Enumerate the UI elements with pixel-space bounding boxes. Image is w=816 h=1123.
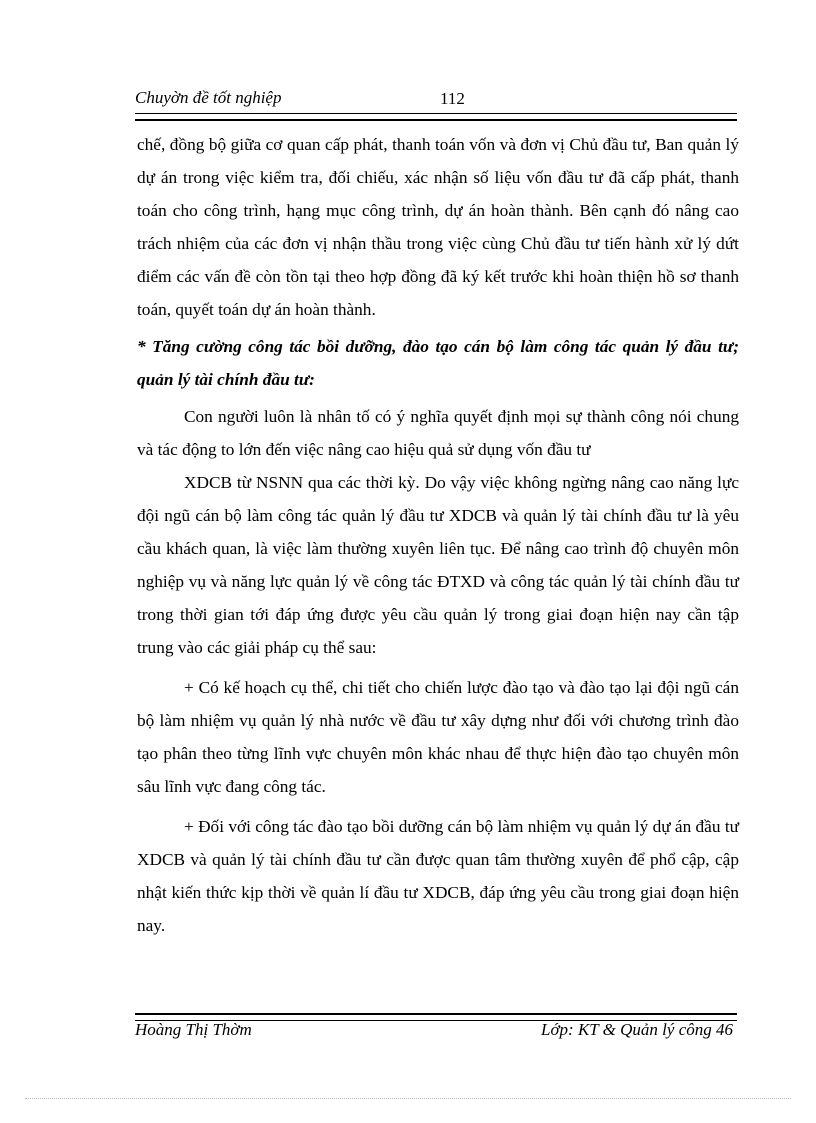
paragraph-main: XDCB từ NSNN qua các thời kỳ. Do vậy việc không ngừng nâng cao năng lực đội ngũ cán bộ làm công tác quản lý đầu tư XDCB và quản lý tài chính đầu tư là yêu cầu khách quan, là việc làm thường xuyên liên tục. Để nâng cao trình độ chuyên môn nghiệp vụ và năng lực quản lý về công tác ĐTXD và công tác quản lý tài chính đầu tư trong thời gian tới đáp ứng được yêu cầu quản lý trong giai đoạn hiện nay cần tập trung vào các giải pháp cụ thể sau: bbox=[137, 473, 739, 657]
page-footer bbox=[135, 1020, 737, 1044]
footer-class: Lớp: KT & Quản lý công 46 bbox=[541, 1020, 733, 1039]
header-title: Chuyờn đề tốt nghiệp bbox=[135, 88, 282, 107]
paragraph-intro: Con người luôn là nhân tố có ý nghĩa quyết định mọi sự thành công nói chung và tác động to lớn đến việc nâng cao hiệu quả sử dụng vốn đầu tư bbox=[137, 407, 739, 459]
paragraph-bullet-1: + Có kế hoạch cụ thể, chi tiết cho chiến lược đào tạo và đào tạo lại đội ngũ cán bộ làm nhiệm vụ quản lý nhà nước về đầu tư xây dựng như đối với chương trình đào tạo phân theo từng lĩnh vực chuyên môn khác nhau để thực hiện đào tạo chuyên môn sâu lĩnh vực đang công tác. bbox=[137, 678, 739, 796]
page-boundary-line bbox=[25, 1098, 791, 1099]
paragraph-continuation: chế, đồng bộ giữa cơ quan cấp phát, thanh toán vốn và đơn vị Chủ đầu tư, Ban quản lý dự án trong việc kiểm tra, đối chiếu, xác nhận số liệu vốn đầu tư đã cấp phát, thanh toán cho công trình, hạng mục công trình, dự án hoàn thành. Bên cạnh đó nâng cao trách nhiệm của các đơn vị nhận thầu trong việc cùng Chủ đầu tư tiến hành xử lý dứt điểm các vấn đề còn tồn tại theo hợp đồng đã ký kết trước khi hoàn thiện hồ sơ thanh toán, quyết toán dự án hoàn thành. bbox=[137, 135, 739, 319]
paragraph-bullet-2: + Đối với công tác đào tạo bồi dưỡng cán bộ làm nhiệm vụ quản lý dự án đầu tư XDCB và quản lý tài chính đầu tư cần được quan tâm thường xuyên để phổ cập, cập nhật kiến thức kịp thời về quản lí đầu tư XDCB, đáp ứng yêu cầu trong giai đoạn hiện nay. bbox=[137, 817, 739, 935]
page-number: 112 bbox=[440, 89, 465, 108]
page-header bbox=[135, 86, 735, 112]
header-rule bbox=[135, 113, 737, 121]
section-heading: * Tăng cường công tác bồi dưỡng, đào tạo cán bộ làm công tác quản lý đầu tư; quản lý tài chính đầu tư: bbox=[137, 337, 739, 389]
page-body bbox=[137, 128, 739, 942]
footer-author: Hoàng Thị Thờm bbox=[135, 1020, 252, 1039]
